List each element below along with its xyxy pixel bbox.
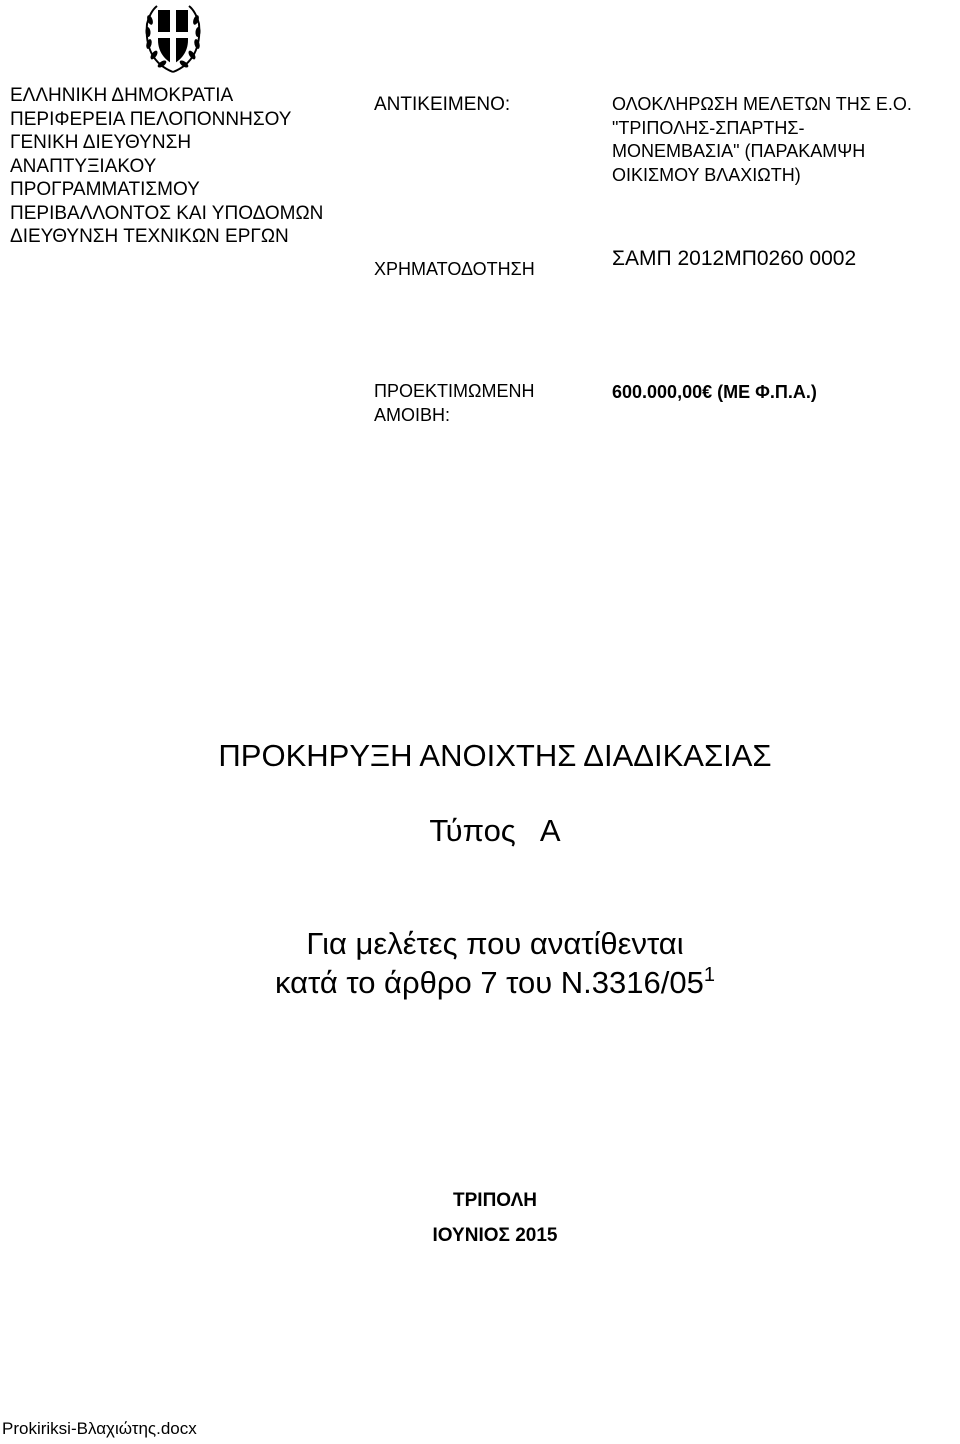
funding-value: ΣΑΜΠ 2012ΜΠ0260 0002 [612, 247, 857, 270]
subject-value [612, 93, 912, 187]
issue-date: ΙΟΥΝΙΟΣ 2015 [432, 1225, 558, 1246]
greek-coat-of-arms-icon [143, 2, 203, 74]
authority-line: ΠΕΡΙΦΕΡΕΙΑ ΠΕΛΟΠΟΝΝΗΣΟΥ [10, 108, 292, 130]
fee-value: 600.000,00€ (ΜΕ Φ.Π.Α.) [612, 382, 817, 402]
scope-line: κατά το άρθρο 7 του Ν.3316/05 [275, 965, 704, 1000]
authority-line: ΠΡΟΓΡΑΜΜΑΤΙΣΜΟΥ [10, 179, 200, 200]
authority-line: ΓΕΝΙΚΗ ΔΙΕΥΘΥΝΣΗ [10, 132, 192, 153]
authority-line: ΑΝΑΠΤΥΞΙΑΚΟΥ [10, 155, 157, 177]
fee-label-line: ΑΜΟΙΒΗ: [374, 404, 451, 425]
authority-line: ΔΙΕΥΘΥΝΣΗ ΤΕΧΝΙΚΩΝ ΕΡΓΩΝ [10, 226, 289, 247]
funding-label: ΧΡΗΜΑΤΟΔΟΤΗΣΗ [374, 259, 535, 279]
city: ΤΡΙΠΟΛΗ [453, 1190, 537, 1211]
subject-line: ΜΟΝΕΜΒΑΣΙΑ" (ΠΑΡΑΚΑΜΨΗ [612, 141, 866, 161]
document-type: Τύπος Α [429, 813, 561, 848]
scope-line-wrapper [0, 963, 960, 1002]
scope-line: Για μελέτες που ανατίθενται [306, 926, 684, 961]
subject-line: ΟΙΚΙΣΜΟΥ ΒΛΑΧΙΩΤΗ) [612, 164, 801, 185]
issuing-authority [10, 84, 323, 249]
footnote-mark: 1 [703, 964, 715, 986]
subject-line: ΟΛΟΚΛΗΡΩΣΗ ΜΕΛΕΤΩΝ ΤΗΣ Ε.Ο. [612, 94, 912, 114]
fee-label-line: ΠΡΟΕΚΤΙΜΩΜΕΝΗ [374, 381, 535, 401]
file-name: Prokiriksi-Βλαχιώτης.docx [2, 1419, 197, 1438]
authority-line: ΠΕΡΙΒΑΛΛΟΝΤΟΣ ΚΑΙ ΥΠΟΔΟΜΩΝ [10, 202, 324, 224]
subject-line: "ΤΡΙΠΟΛΗΣ-ΣΠΑΡΤΗΣ- [612, 117, 805, 138]
subject-label: ΑΝΤΙΚΕΙΜΕΝΟ: [374, 94, 511, 115]
authority-line: ΕΛΛΗΝΙΚΗ ΔΗΜΟΚΡΑΤΙΑ [10, 85, 234, 106]
document-title: ΠΡΟΚΗΡΥΞΗ ΑΝΟΙΧΤΗΣ ΔΙΑΔΙΚΑΣΙΑΣ [218, 738, 772, 773]
fee-label [374, 380, 534, 427]
document-scope [0, 924, 960, 1002]
